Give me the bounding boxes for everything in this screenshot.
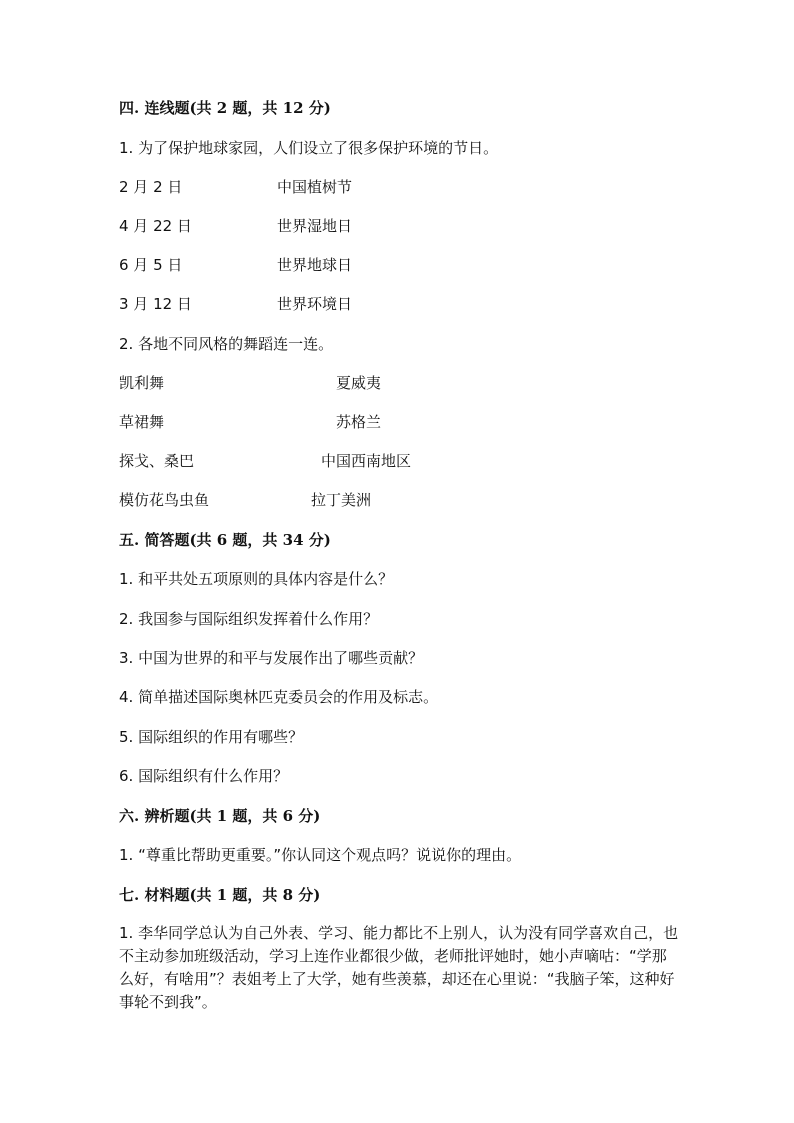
question-5-2: 2. 我国参与国际组织发挥着什么作用？ — [119, 610, 379, 628]
match-right-4-2-d: 拉丁美洲 — [311, 491, 372, 509]
question-5-3: 3. 中国为世界的和平与发展作出了哪些贡献？ — [119, 649, 424, 667]
match-left-4-2-c: 探戈、桑巴 — [119, 452, 195, 470]
match-left-4-1-b: 4 月 22 日 — [119, 217, 192, 235]
question-7-1: 1. 李华同学总认为自己外表、学习、能力都比不上别人，认为没有同学喜欢自己，也不主动参加班级活动，学习上连作业都很少做，老师批评她时，她小声嘀咕：“学那么好，有啥用”？表姐考上了大学，她有些羡慕，却还在心里说：“我脑子笨，这种好事轮不到我”。 — [119, 924, 679, 1011]
question-5-6: 6. 国际组织有什么作用？ — [119, 767, 289, 785]
question-6-1: 1. “尊重比帮助更重要。”你认同这个观点吗？说说你的理由。 — [119, 846, 522, 864]
question-4-2: 2. 各地不同风格的舞蹈连一连。 — [119, 335, 334, 353]
match-left-4-1-a: 2 月 2 日 — [119, 178, 183, 196]
match-left-4-2-a: 凯利舞 — [119, 374, 165, 392]
question-5-4: 4. 简单描述国际奥林匹克委员会的作用及标志。 — [119, 688, 439, 706]
match-right-4-2-c: 中国西南地区 — [321, 452, 412, 470]
section-heading-6: 六. 辨析题(共 1 题，共 6 分) — [119, 807, 321, 825]
question-5-1: 1. 和平共处五项原则的具体内容是什么？ — [119, 570, 394, 588]
match-left-4-2-d: 模仿花鸟虫鱼 — [119, 491, 210, 509]
match-right-4-1-c: 世界地球日 — [277, 256, 353, 274]
match-right-4-1-b: 世界湿地日 — [277, 217, 353, 235]
match-left-4-2-b: 草裙舞 — [119, 413, 165, 431]
section-heading-4: 四. 连线题(共 2 题，共 12 分) — [119, 99, 331, 117]
match-right-4-1-a: 中国植树节 — [277, 178, 353, 196]
match-left-4-1-d: 3 月 12 日 — [119, 295, 192, 313]
question-4-1: 1. 为了保护地球家园，人们设立了很多保护环境的节日。 — [119, 139, 499, 157]
question-5-5: 5. 国际组织的作用有哪些？ — [119, 728, 304, 746]
section-heading-7: 七. 材料题(共 1 题，共 8 分) — [119, 886, 321, 904]
match-left-4-1-c: 6 月 5 日 — [119, 256, 183, 274]
match-right-4-2-b: 苏格兰 — [336, 413, 382, 431]
section-heading-5: 五. 简答题(共 6 题，共 34 分) — [119, 531, 331, 549]
match-right-4-1-d: 世界环境日 — [277, 295, 353, 313]
match-right-4-2-a: 夏威夷 — [336, 374, 382, 392]
